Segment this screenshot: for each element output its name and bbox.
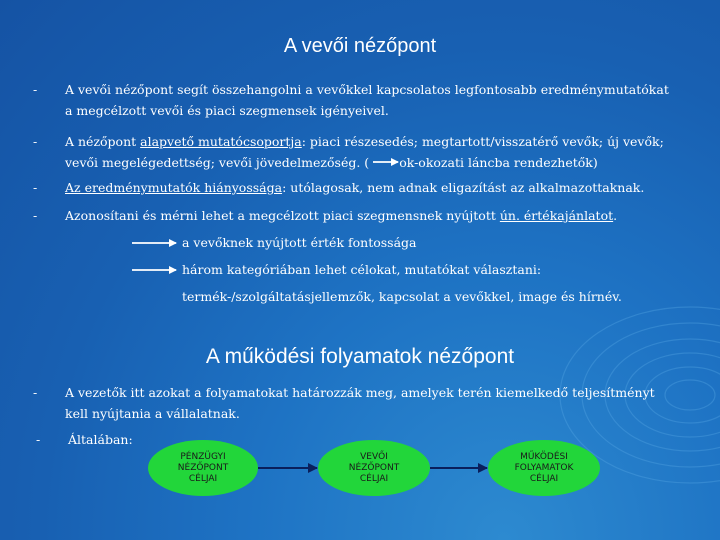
ellipse-1-line1: PÉNZÜGYI: [180, 451, 226, 462]
ellipse-2-line2: NÉZŐPONT: [348, 462, 400, 473]
bullet-2-line2-pre: vevői megelégedettség; vevői jövedelmezőség. (: [65, 155, 370, 170]
bullet-dash: -: [33, 82, 38, 97]
bullet-1-line1: A vevői nézőpont segít összehangolni a vevőkkel kapcsolatos legfontosabb eredménymutatókat: [65, 82, 669, 97]
ellipse-process-goals: [488, 440, 600, 496]
bullet-4-line1: [65, 205, 685, 226]
section1-title: A vevői nézőpont: [283, 35, 437, 57]
ellipse-3-line3: CÉLJAI: [529, 473, 559, 484]
ellipse-3-line2: FOLYAMATOK: [514, 462, 574, 473]
ellipse-3-line1: MŰKÖDÉSI: [520, 451, 568, 462]
bullet-2-pre: A nézőpont: [65, 134, 141, 149]
bullet-3-line1: [65, 177, 685, 198]
ellipse-2-line3: CÉLJAI: [359, 473, 389, 484]
bullet-3-underlined: Az eredménymutatók hiányossága: [65, 180, 283, 195]
section2-title: A működési folyamatok nézőpont: [205, 345, 515, 368]
bullet-4-post: .: [613, 208, 618, 223]
ellipse-2-line1: VEVŐI: [360, 451, 388, 462]
bullet-dash: -: [33, 134, 38, 149]
ellipse-1-line3: CÉLJAI: [188, 473, 218, 484]
ellipse-customer-goals: [318, 440, 430, 496]
bullet-6-line1: Általában:: [68, 432, 133, 447]
bullet-dash: -: [36, 432, 41, 447]
bullet-1-line2: a megcélzott vevői és piaci szegmensek igényeivel.: [65, 103, 389, 118]
bullet-dash: -: [33, 180, 38, 195]
bullet-3-post: : utólagosak, nem adnak eligazítást az alkalmazottaknak.: [282, 180, 645, 195]
indent-line: termék-/szolgáltatásjellemzők, kapcsolat a vevőkkel, image és hírnév.: [182, 289, 622, 304]
bullet-2-post: : piaci részesedés; megtartott/visszatérő vevők; új vevők;: [301, 134, 664, 149]
ellipse-financial-goals: [148, 440, 258, 496]
bullet-2-line2-post: ok-okozati láncba rendezhetők): [399, 155, 598, 170]
bullet-4-underlined: ún. értékajánlatot: [499, 208, 614, 223]
bullet-dash: -: [33, 385, 38, 400]
ellipse-1-line2: NÉZŐPONT: [177, 462, 229, 473]
arrow-item-1-label: a vevőknek nyújtott érték fontossága: [182, 235, 417, 250]
bullet-2-line2: [65, 152, 685, 173]
bullet-5-line2: kell nyújtania a vállalatnak.: [65, 406, 240, 421]
bullet-4-pre: Azonosítani és mérni lehet a megcélzott piaci szegmensnek nyújtott: [65, 208, 500, 223]
arrow-item-2-label: három kategóriában lehet célokat, mutatókat választani:: [182, 262, 542, 277]
bullet-2-line1: [65, 131, 685, 152]
bullet-2-underlined: alapvető mutatócsoportja: [140, 134, 302, 149]
bullet-dash: -: [33, 208, 38, 223]
bullet-5-line1: A vezetők itt azokat a folyamatokat határozzák meg, amelyek terén kiemelkedő teljesítményt: [65, 385, 655, 400]
